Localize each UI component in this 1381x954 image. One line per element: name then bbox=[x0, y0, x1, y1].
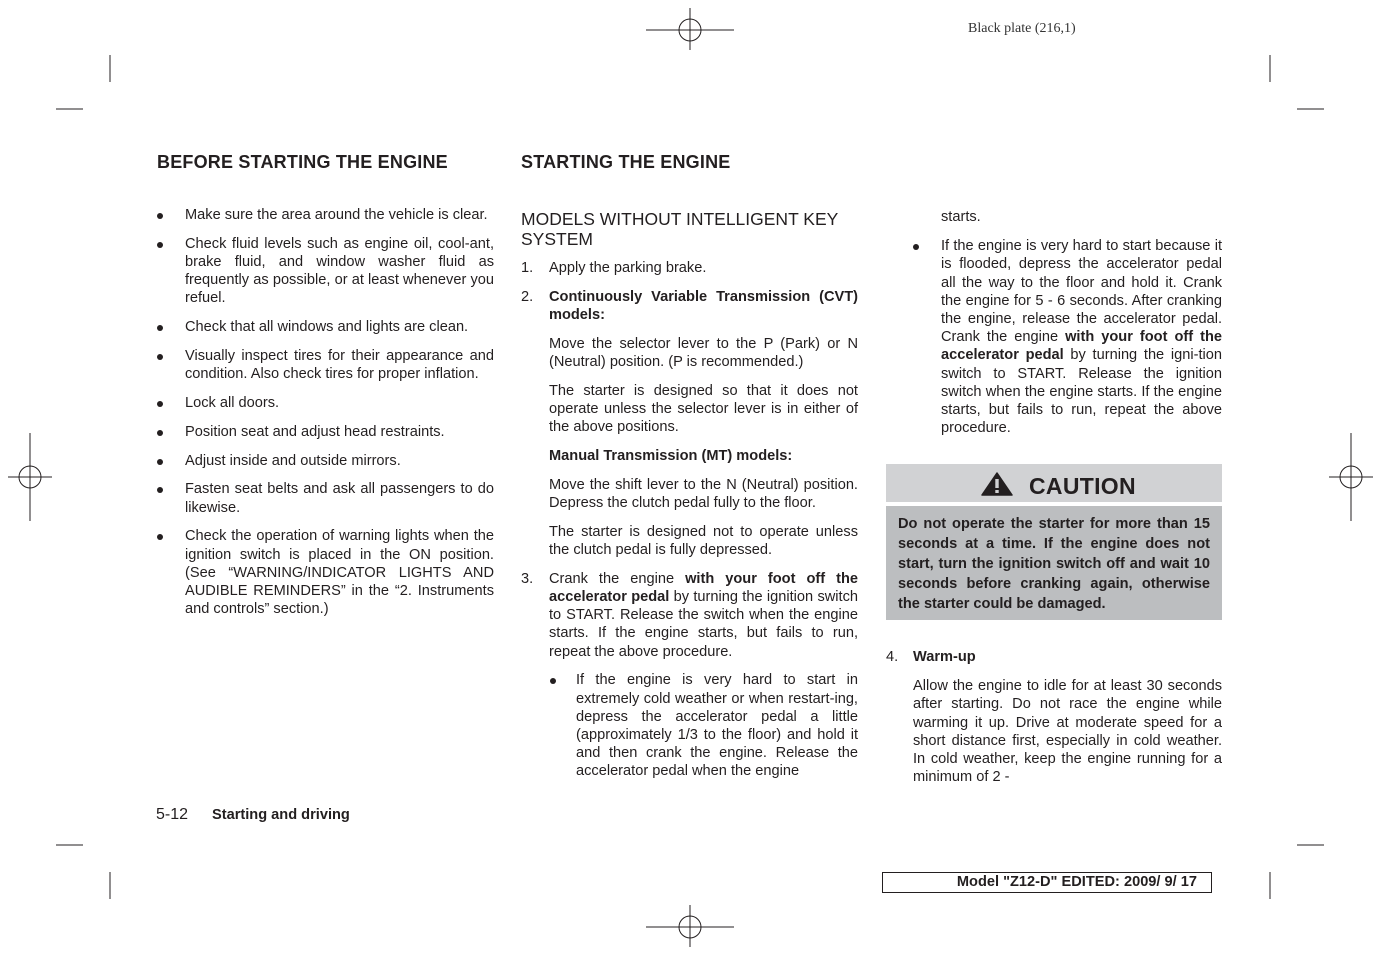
plate-label: Black plate (216,1) bbox=[968, 21, 1076, 36]
list-item: Lock all doors. bbox=[157, 394, 494, 412]
checklist bbox=[157, 206, 494, 629]
list-item: Make sure the area around the vehicle is clear. bbox=[157, 206, 494, 224]
step-number: 2. bbox=[521, 288, 534, 305]
bullet-icon bbox=[157, 534, 163, 540]
right-column-top bbox=[913, 208, 1222, 437]
step-number: 1. bbox=[521, 260, 534, 276]
caution-title: CAUTION bbox=[1029, 473, 1136, 499]
heading-starting-engine: STARTING THE ENGINE bbox=[521, 152, 731, 172]
step-2: 2. Continuously Variable Transmission (CVT) models: bbox=[521, 288, 858, 323]
cvt-paragraph-2: The starter is designed so that it does not operate unless the selector lever is in either of the above positions. bbox=[549, 382, 858, 436]
list-item: If the engine is very hard to start because it is flooded, depress the accelerator pedal all the way to the floor and hold it. Crank the engine for 5 - 6 seconds. After cranking the engine, release the accelerator pedal. Crank the engine with your foot off the accelerator pedal by turning the igni-tion switch to START. Release the ignition switch when the engine starts. If the engine starts, but fails to run, repeat the above procedure. bbox=[913, 237, 1222, 437]
list-item: Check the operation of warning lights when the ignition switch is placed in the ON position. (See “WARNING/INDICATOR LIGHTS AND AUDIBLE REMINDERS” in the “2. Instruments and controls” section.) bbox=[157, 527, 494, 618]
list-item: If the engine is very hard to start in extremely cold weather or when restart-ing, depress the accelerator pedal a little (approximately 1/3 to the floor) and hold it and then crank the engine. Release the accelerator pedal when the engine bbox=[521, 671, 858, 780]
bullet-icon bbox=[157, 325, 163, 331]
list-item: Check fluid levels such as engine oil, cool-ant, brake fluid, and window washer fluid as frequently as possible, or at least whenever you refuel. bbox=[157, 235, 494, 308]
bullet-icon bbox=[913, 244, 919, 250]
list-item: Check that all windows and lights are clean. bbox=[157, 318, 494, 336]
list-item: Visually inspect tires for their appearance and condition. Also check tires for proper inflation. bbox=[157, 347, 494, 383]
list-item: Adjust inside and outside mirrors. bbox=[157, 452, 494, 470]
warning-triangle-icon bbox=[980, 472, 1014, 496]
bullet-icon bbox=[157, 459, 163, 465]
bullet-icon bbox=[550, 678, 556, 684]
step-3: 3. Crank the engine with your foot off the accelerator pedal by turning the ignition switch to START. Release the switch when the engine starts. If the engine starts, but fails to run, repeat the above procedure. bbox=[521, 570, 859, 660]
cvt-paragraph-1: Move the selector lever to the P (Park) or N (Neutral) position. (P is recommended.) bbox=[549, 335, 858, 370]
step-number: 3. bbox=[521, 570, 534, 587]
mt-title: Manual Transmission (MT) models: bbox=[549, 448, 793, 464]
middle-column bbox=[521, 209, 858, 791]
mt-paragraph-2: The starter is designed not to operate unless the clutch pedal is fully depressed. bbox=[549, 523, 858, 558]
bullet-icon bbox=[157, 242, 163, 248]
step-1: 1. Apply the parking brake. bbox=[521, 260, 707, 276]
bullet-icon bbox=[157, 487, 163, 493]
bullet-icon bbox=[157, 401, 163, 407]
bullet-icon bbox=[157, 213, 163, 219]
model-stamp: Model "Z12-D" EDITED: 2009/ 9/ 17 bbox=[882, 872, 1212, 893]
right-column-bottom bbox=[886, 648, 1222, 786]
step-number: 4. bbox=[886, 649, 899, 665]
caution-box bbox=[886, 464, 1222, 620]
list-item: Fasten seat belts and ask all passengers to do likewise. bbox=[157, 480, 494, 516]
subheading-models: MODELS WITHOUT INTELLIGENT KEY SYSTEM bbox=[521, 209, 839, 249]
caution-text: Do not operate the starter for more than 15 seconds at a time. If the engine does not start, turn the ignition switch off and wait 10 seconds before cranking again, otherwise the starter could be damaged. bbox=[886, 506, 1222, 620]
caution-header bbox=[886, 464, 1222, 502]
list-item: Position seat and adjust head restraints. bbox=[157, 423, 494, 441]
warmup-paragraph: Allow the engine to idle for at least 30 seconds after starting. Do not race the engine while warming it up. Drive at moderate speed for a short distance first, especially in cold weather. In cold weather, keep the engine running for a minimum of 2 - bbox=[913, 678, 1222, 786]
bullet-icon bbox=[157, 430, 163, 436]
bullet-icon bbox=[157, 354, 163, 360]
step-4: 4. Warm-up bbox=[886, 649, 976, 665]
continued-text: starts. bbox=[941, 209, 981, 225]
mt-paragraph-1: Move the shift lever to the N (Neutral) position. Depress the clutch pedal fully to the floor. bbox=[549, 476, 858, 511]
heading-before-starting: BEFORE STARTING THE ENGINE bbox=[157, 152, 448, 172]
page-number: 5-12 bbox=[156, 806, 189, 823]
section-title: Starting and driving bbox=[212, 807, 350, 823]
